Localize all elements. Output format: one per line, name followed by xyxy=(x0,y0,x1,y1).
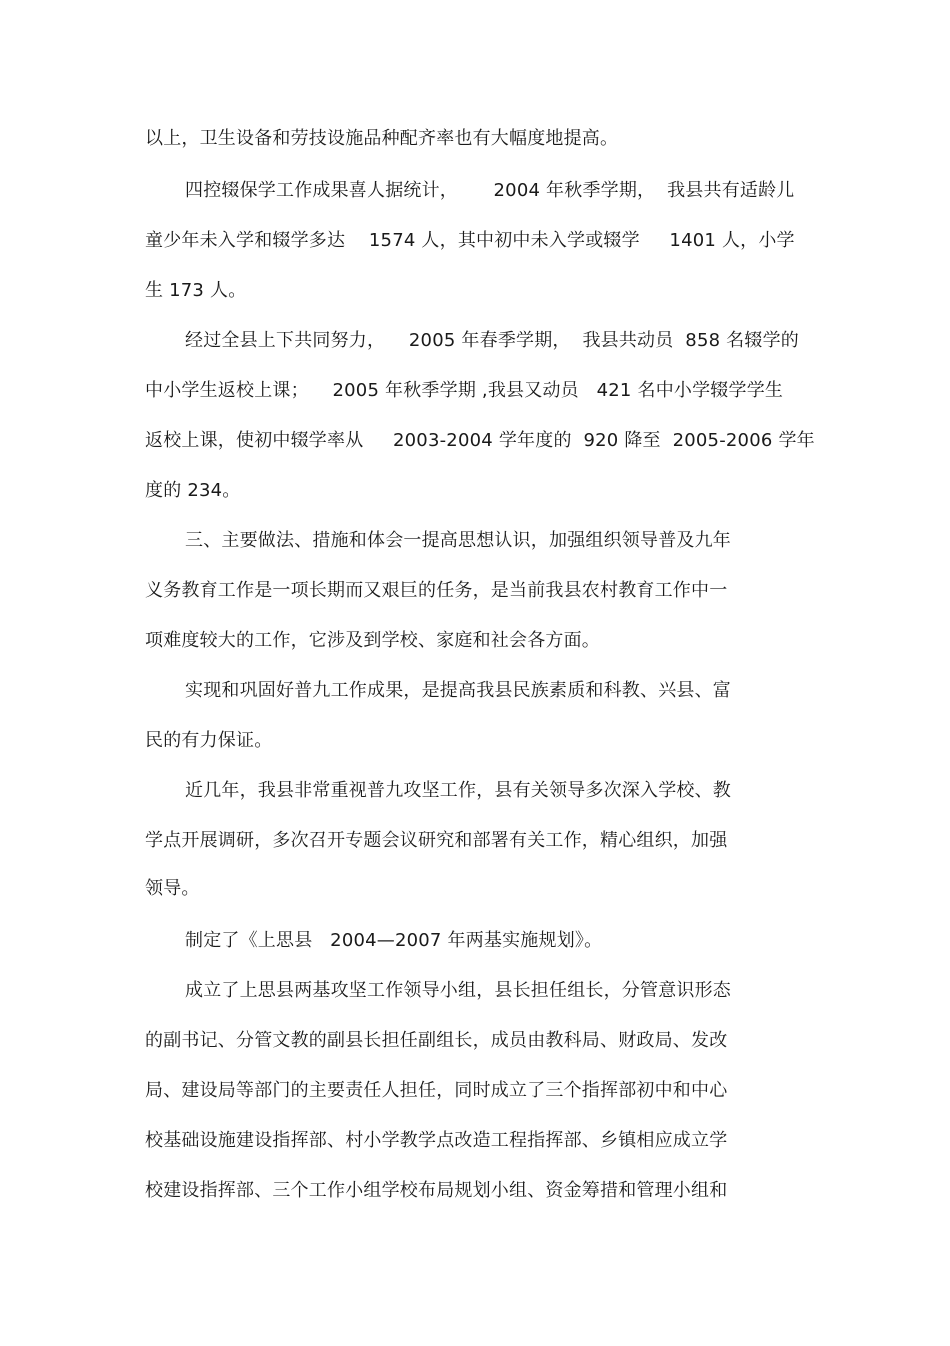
text-line: 四控辍保学工作成果喜人据统计， 2004 年秋季学期， 我县共有适龄儿 xyxy=(185,180,795,201)
text-line: 返校上课，使初中辍学率从 2003-2004 学年度的 920 降至 2005-2006 学年 xyxy=(145,430,815,451)
text-line: 童少年未入学和辍学多达 1574 人，其中初中未入学或辍学 1401 人，小学 xyxy=(145,230,795,251)
text-line: 度的 234。 xyxy=(145,480,241,501)
text-line: 领导。 xyxy=(145,878,200,899)
text-line: 的副书记、分管文教的副县长担任副组长，成员由教科局、财政局、发改 xyxy=(145,1030,728,1051)
text-line: 实现和巩固好普九工作成果，是提高我县民族素质和科教、兴县、富 xyxy=(185,680,731,701)
text-line: 经过全县上下共同努力， 2005 年春季学期， 我县共动员 858 名辍学的 xyxy=(185,330,799,351)
text-line: 局、建设局等部门的主要责任人担任，同时成立了三个指挥部初中和中心 xyxy=(145,1080,728,1101)
text-line: 校基础设施建设指挥部、村小学教学点改造工程指挥部、乡镇相应成立学 xyxy=(145,1130,728,1151)
text-line: 成立了上思县两基攻坚工作领导小组，县长担任组长，分管意识形态 xyxy=(185,980,731,1001)
text-line: 生 173 人。 xyxy=(145,280,247,301)
text-line: 三、主要做法、措施和体会一提高思想认识，加强组织领导普及九年 xyxy=(185,530,731,551)
text-line: 以上，卫生设备和劳技设施品种配齐率也有大幅度地提高。 xyxy=(145,128,619,149)
text-line: 义务教育工作是一项长期而又艰巨的任务，是当前我县农村教育工作中一 xyxy=(145,580,728,601)
text-line: 项难度较大的工作，它涉及到学校、家庭和社会各方面。 xyxy=(145,630,600,651)
text-line: 近几年，我县非常重视普九攻坚工作，县有关领导多次深入学校、教 xyxy=(185,780,731,801)
text-line: 学点开展调研，多次召开专题会议研究和部署有关工作，精心组织，加强 xyxy=(145,830,728,851)
text-line: 校建设指挥部、三个工作小组学校布局规划小组、资金筹措和管理小组和 xyxy=(145,1180,728,1201)
text-line: 中小学生返校上课； 2005 年秋季学期 ,我县又动员 421 名中小学辍学学生 xyxy=(145,380,784,401)
text-line: 制定了《上思县 2004—2007 年两基实施规划》。 xyxy=(185,930,603,951)
text-line: 民的有力保证。 xyxy=(145,730,273,751)
